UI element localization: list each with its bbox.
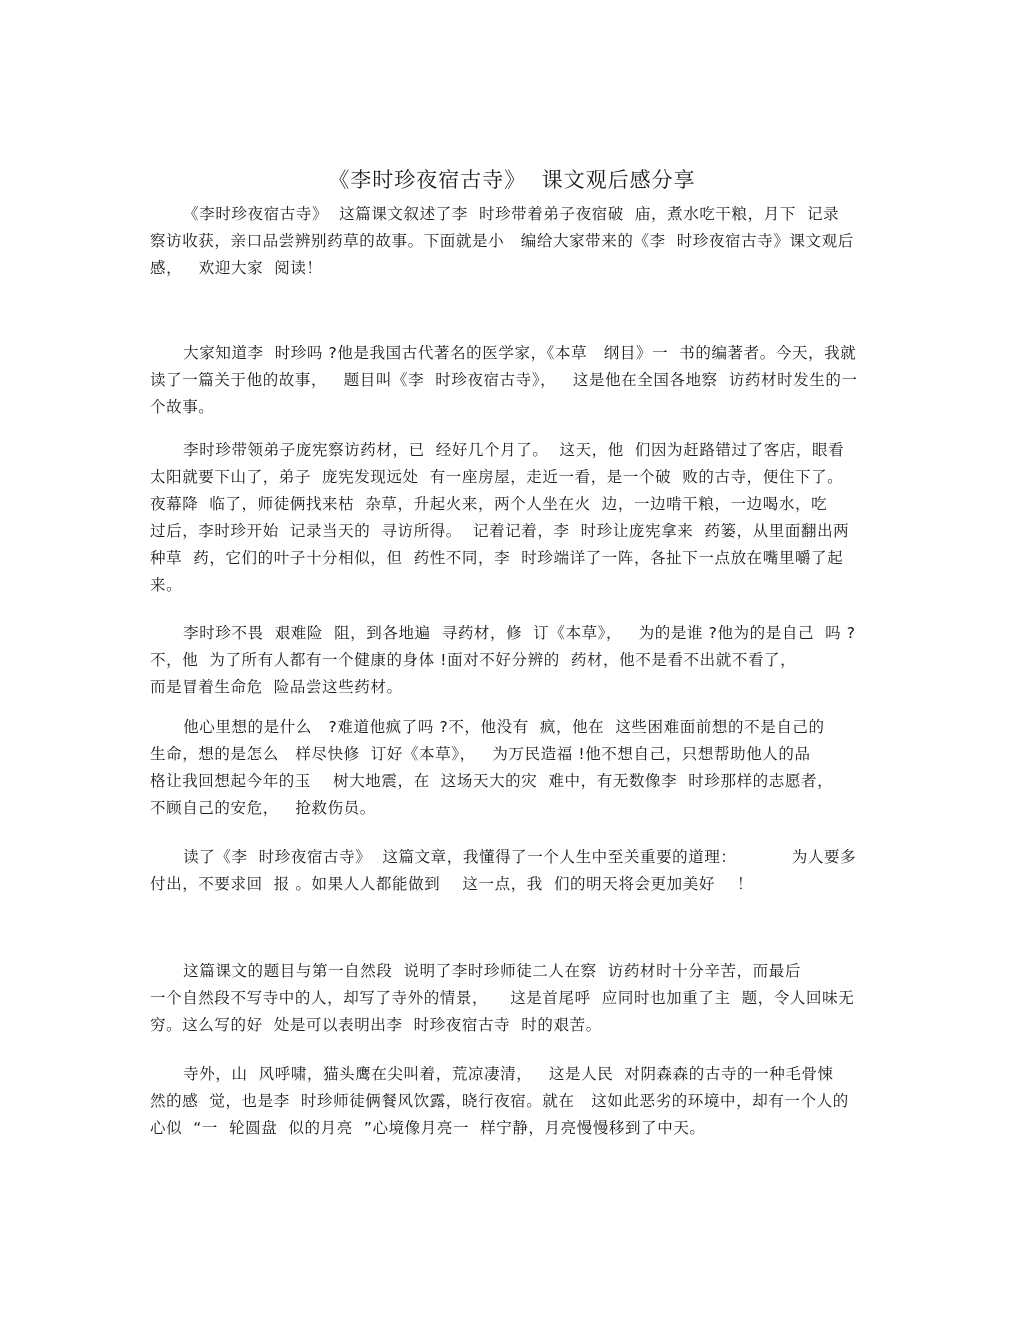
text-line: 太阳就要下山了，弟子 庞宪发现远处 有一座房屋，走近一看，是一个破 败的古寺，便住下了。 [150, 468, 844, 486]
paragraph-4 [150, 714, 880, 822]
text-line: 《李时珍夜宿古寺》 这篇课文叙述了李 时珍带着弟子夜宿破 庙，煮水吃干粮，月下 记录 [150, 205, 840, 223]
paragraph-2 [150, 437, 880, 599]
text-line: 来。 [150, 576, 183, 594]
text-line: 心似 “一 轮圆盘 似的月亮 ”心境像月亮一 样宁静，月亮慢慢移到了中天。 [150, 1119, 706, 1137]
text-line: 这篇课文的题目与第一自然段 说明了李时珍师徒二人在察 访药材时十分辛苦，而最后 [150, 962, 801, 980]
text-line: 感， 欢迎大家 阅读！ [150, 259, 323, 277]
text-line: 大家知道李 时珍吗 ?他是我国古代著名的医学家，《本草 纲目》一 书的编著者。今天，我就 [150, 344, 857, 362]
text-line: 察访收获，亲口品尝辨别药草的故事。下面就是小 编给大家带来的《李 时珍夜宿古寺》课文观后 [150, 232, 854, 250]
paragraph-intro [150, 201, 880, 282]
text-line: 个故事。 [150, 398, 215, 416]
text-line: 然的感 觉，也是李 时珍师徒俩餐风饮露，晓行夜宿。就在 这如此恶劣的环境中，却有一个人的 [150, 1092, 849, 1110]
paragraph-3 [150, 620, 880, 701]
document-title: 《李时珍夜宿古寺》 课文观后感分享 [328, 168, 696, 192]
text-line: 而是冒着生命危 险品尝这些药材。 [150, 678, 403, 696]
text-line: 李时珍带领弟子庞宪察访药材，已 经好几个月了。 这天，他 们因为赶路错过了客店，眼看 [150, 441, 845, 459]
text-line: 李时珍不畏 艰难险 阻，到各地遍 寻药材，修 订《本草》， 为的是谁 ?他为的是自己 吗 ? [150, 624, 856, 642]
text-line: 一个自然段不写寺中的人，却写了寺外的情景， 这是首尾呼 应同时也加重了主 题，令人回味无 [150, 989, 855, 1007]
text-line: 付出，不要求回 报 。如果人人都能做到 这一点，我 们的明天将会更加美好 ！ [150, 875, 754, 893]
text-line: 读了一篇关于他的故事， 题目叫《李 时珍夜宿古寺》， 这是他在全国各地察 访药材时发生的一 [150, 371, 858, 389]
text-line: 不，他 为了所有人都有一个健康的身体 !面对不好分辨的 药材，他不是看不出就不看了， [150, 651, 797, 669]
text-line: 他心里想的是什么 ?难道他疯了吗 ?不，他没有 疯，他在 这些困难面前想的不是自己的 [150, 718, 825, 736]
text-line: 过后，李时珍开始 记录当天的 寻访所得。 记着记着，李 时珍让庞宪拿来 药篓，从里面翻出两 [150, 522, 850, 540]
text-line: 格让我回想起今年的玉 树大地震，在 这场天大的灾 难中，有无数像李 时珍那样的志愿者， [150, 772, 834, 790]
paragraph-5 [150, 844, 880, 898]
text-line: 穷。这么写的好 处是可以表明出李 时珍夜宿古寺 时的艰苦。 [150, 1016, 602, 1034]
paragraph-6 [150, 958, 880, 1039]
paragraph-7 [150, 1061, 880, 1142]
paragraph-1 [150, 340, 880, 421]
text-line: 不顾自己的安危， 抢救伤员。 [150, 799, 376, 817]
text-line: 生命，想的是怎么 样尽快修 订好《本草》， 为万民造福 !他不想自己，只想帮助他人的品 [150, 745, 811, 763]
text-line: 寺外，山 风呼啸，猫头鹰在尖叫着，荒凉凄清， 这是人民 对阴森森的古寺的一种毛骨悚 [150, 1065, 834, 1083]
text-line: 种草 药，它们的叶子十分相似，但 药性不同，李 时珍端详了一阵，各扯下一点放在嘴里嚼了起 [150, 549, 844, 567]
text-line: 读了《李 时珍夜宿古寺》 这篇文章，我懂得了一个人生中至关重要的道理： 为人要多 [150, 848, 857, 866]
text-line: 夜幕降 临了，师徒俩找来枯 杂草，升起火来，两个人坐在火 边，一边啃干粮，一边喝水，吃 [150, 495, 828, 513]
